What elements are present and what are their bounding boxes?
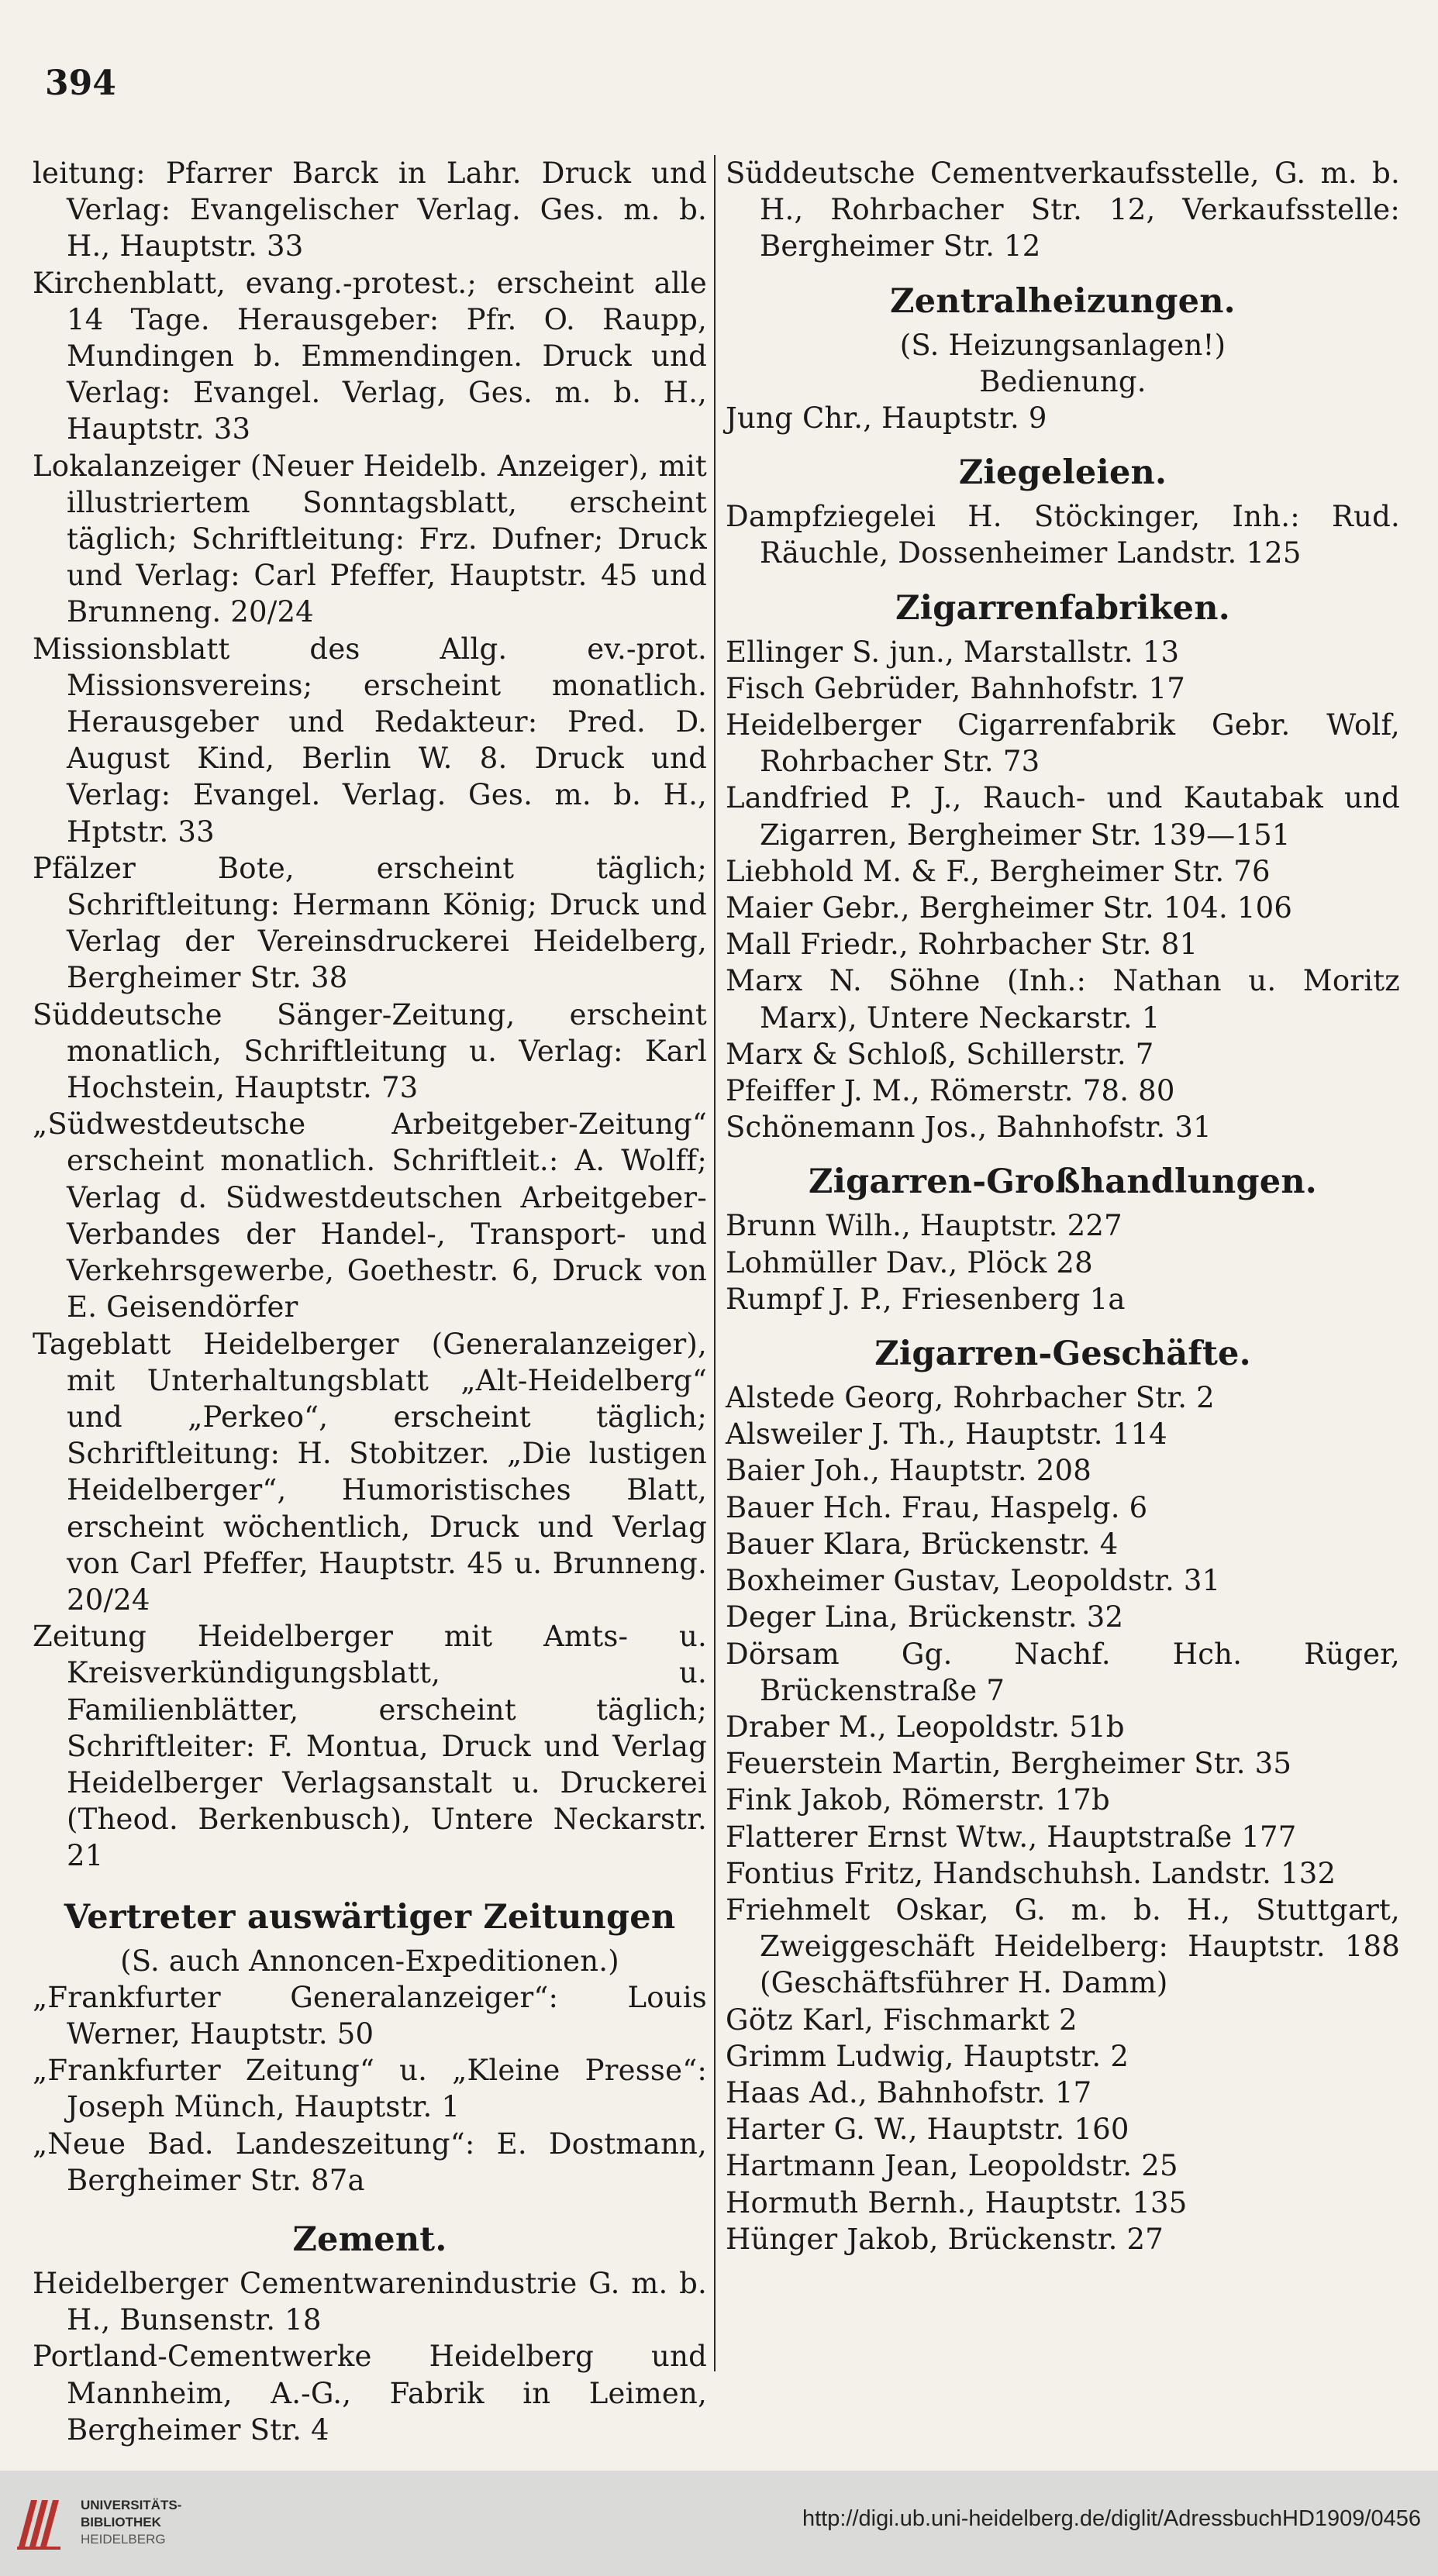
directory-entry: Missionsblatt des Allg. ev.-prot. Missionsvereins; erscheint monatlich. Herausgeber und Redakteur: Pred. D. August Kind, Berlin W. 8. Druck und Verlag: Evangel. Verlag. Ges. m. b. H., Hptstr. 33 [33, 632, 707, 849]
directory-entry: Süddeutsche Cementverkaufsstelle, G. m. b. H., Rohrbacher Str. 12, Verkaufsstelle: Bergheimer Str. 12 [726, 157, 1400, 263]
directory-entry: „Frankfurter Zeitung“ u. „Kleine Presse“: Joseph Münch, Hauptstr. 1 [33, 2054, 707, 2124]
directory-entry: Pfälzer Bote, erscheint täglich; Schriftleitung: Hermann König; Druck und Verlag der Vereinsdruckerei Heidelberg, Bergheimer Str. 38 [33, 851, 707, 995]
section-subheading: (S. auch Annoncen-Expeditionen.) [120, 1944, 619, 1978]
directory-entry: Brunn Wilh., Hauptstr. 227 [726, 1209, 1122, 1243]
directory-entry: Rumpf J. P., Friesenberg 1a [726, 1282, 1126, 1316]
directory-entry: Mall Friedr., Rohrbacher Str. 81 [726, 928, 1198, 962]
section-subheading: (S. Heizungsanlagen!) [899, 328, 1226, 362]
directory-entry: Jung Chr., Hauptstr. 9 [726, 401, 1047, 436]
library-logo-icon [14, 2492, 68, 2554]
entry-list [726, 155, 1400, 265]
section-heading-zentralheizungen: Zentralheizungen. [890, 281, 1236, 321]
section-heading-zigarren-geschaefte: Zigarren-Geschäfte. [874, 1334, 1251, 1374]
directory-entry: Flatterer Ernst Wtw., Hauptstraße 177 [726, 1820, 1297, 1854]
library-name-line: HEIDELBERG [81, 2532, 166, 2547]
directory-entry: Alstede Georg, Rohrbacher Str. 2 [726, 1381, 1215, 1415]
section-heading-vertreter: Vertreter auswärtiger Zeitungen [64, 1897, 676, 1937]
directory-entry: Marx N. Söhne (Inh.: Nathan u. Moritz Marx), Untere Neckarstr. 1 [726, 964, 1400, 1035]
source-url-link[interactable]: http://digi.ub.uni-heidelberg.de/diglit/AdressbuchHD1909/0456 [802, 2506, 1421, 2531]
directory-entry: „Südwestdeutsche Arbeitgeber-Zeitung“ erscheint monatlich. Schriftleit.: A. Wolff; Verlag d. Südwestdeutschen Arbeitgeber-Verbandes der Handel-, Transport- und Verkehrsgewerbe, Goethestr. 6, Druck von E. Geisendörfer [33, 1107, 707, 1324]
directory-entry: Haas Ad., Bahnhofstr. 17 [726, 2075, 1092, 2109]
footer-bar [0, 2471, 1438, 2576]
directory-entry: Feuerstein Martin, Bergheimer Str. 35 [726, 1747, 1292, 1781]
directory-entry: Fink Jakob, Römerstr. 17b [726, 1783, 1110, 1817]
directory-entry: Kirchenblatt, evang.-protest.; erscheint alle 14 Tage. Herausgeber: Pfr. O. Raupp, Mundingen b. Emmendingen. Druck und Verlag: Evangel. Verlag, Ges. m. b. H., Hauptstr. 33 [33, 266, 707, 446]
directory-entry: Landfried P. J., Rauch- und Kautabak und Zigarren, Bergheimer Str. 139—151 [726, 781, 1400, 852]
left-column [33, 155, 707, 2448]
directory-entry: Baier Joh., Hauptstr. 208 [726, 1454, 1091, 1488]
directory-entry: Boxheimer Gustav, Leopoldstr. 31 [726, 1564, 1221, 1598]
directory-entry: Fontius Fritz, Handschuhsh. Landstr. 132 [726, 1856, 1336, 1890]
directory-entry: Dörsam Gg. Nachf. Hch. Rüger, Brückenstraße 7 [726, 1637, 1400, 1707]
entry-list [726, 1379, 1400, 2257]
directory-entry: Ellinger S. jun., Marstallstr. 13 [726, 635, 1180, 669]
directory-entry: Liebhold M. & F., Bergheimer Str. 76 [726, 854, 1271, 888]
section-subheading: Bedienung. [979, 364, 1147, 398]
directory-entry: Marx & Schloß, Schillerstr. 7 [726, 1037, 1154, 1071]
directory-entry: Bauer Klara, Brückenstr. 4 [726, 1527, 1119, 1561]
section-heading-zigarren-grosshandlungen: Zigarren-Großhandlungen. [809, 1162, 1317, 1202]
directory-entry: Lokalanzeiger (Neuer Heidelb. Anzeiger), mit illustriertem Sonntagsblatt, erscheint täglich; Schriftleitung: Frz. Dufner; Druck und Verlag: Carl Pfeffer, Hauptstr. 45 und Brunneng. 20/24 [33, 449, 707, 629]
directory-entry: Hünger Jakob, Brückenstr. 27 [726, 2222, 1164, 2256]
entry-list [726, 498, 1400, 571]
directory-entry: Portland-Cementwerke Heidelberg und Mannheim, A.-G., Fabrik in Leimen, Bergheimer Str. 4 [33, 2340, 707, 2447]
directory-entry: Draber M., Leopoldstr. 51b [726, 1710, 1125, 1744]
directory-entry: Götz Karl, Fischmarkt 2 [726, 2003, 1078, 2037]
directory-entry: Alsweiler J. Th., Hauptstr. 114 [726, 1417, 1167, 1452]
column-divider [714, 155, 716, 2371]
directory-entry: Fisch Gebrüder, Bahnhofstr. 17 [726, 671, 1185, 705]
directory-entry: Dampfziegelei H. Stöckinger, Inh.: Rud. Räuchle, Dossenheimer Landstr. 125 [726, 500, 1400, 570]
directory-entry: Bauer Hch. Frau, Haspelg. 6 [726, 1490, 1148, 1524]
directory-entry: „Frankfurter Generalanzeiger“: Louis Werner, Hauptstr. 50 [33, 1980, 707, 2051]
entry-list [726, 634, 1400, 1146]
directory-entry: Hartmann Jean, Leopoldstr. 25 [726, 2149, 1178, 2183]
entry-list [726, 400, 1400, 436]
directory-entry: Deger Lina, Brückenstr. 32 [726, 1600, 1124, 1634]
directory-entry: Zeitung Heidelberger mit Amts- u. Kreisverkündigungsblatt, u. Familienblätter, erscheint täglich; Schriftleiter: F. Montua, Druck und Verlag Heidelberger Verlagsanstalt u. Druckerei (Theod. Berkenbusch), Untere Neckarstr. 21 [33, 1620, 707, 1873]
right-column [726, 155, 1400, 2257]
directory-entry: leitung: Pfarrer Barck in Lahr. Druck und Verlag: Evangelischer Verlag. Ges. m. b. H., Hauptstr. 33 [33, 157, 707, 263]
directory-entry: Schönemann Jos., Bahnhofstr. 31 [726, 1111, 1212, 1145]
section-heading-zigarrenfabriken: Zigarrenfabriken. [895, 588, 1230, 628]
directory-entry: Pfeiffer J. M., Römerstr. 78. 80 [726, 1074, 1175, 1108]
directory-entry: Heidelberger Cigarrenfabrik Gebr. Wolf, Rohrbacher Str. 73 [726, 708, 1400, 779]
directory-entry: Heidelberger Cementwarenindustrie G. m. b. H., Bunsenstr. 18 [33, 2266, 707, 2337]
directory-entry: Friehmelt Oskar, G. m. b. H., Stuttgart, Zweiggeschäft Heidelberg: Hauptstr. 188 (Geschäftsführer H. Damm) [726, 1892, 1400, 2000]
directory-entry: „Neue Bad. Landeszeitung“: E. Dostmann, Bergheimer Str. 87a [33, 2127, 707, 2197]
directory-entry: Lohmüller Dav., Plöck 28 [726, 1245, 1093, 1279]
entry-list [33, 1979, 707, 2199]
directory-entry: Maier Gebr., Bergheimer Str. 104. 106 [726, 891, 1293, 925]
directory-entry: Grimm Ludwig, Hauptstr. 2 [726, 2039, 1129, 2073]
section-heading-zement: Zement. [292, 2220, 447, 2259]
page-number: 394 [45, 64, 116, 103]
library-name-line: BIBLIOTHEK [81, 2515, 161, 2530]
library-name-line: UNIVERSITÄTS- [81, 2498, 182, 2512]
directory-entry: Harter G. W., Hauptstr. 160 [726, 2113, 1129, 2147]
directory-entry: Süddeutsche Sänger-Zeitung, erscheint monatlich, Schriftleitung u. Verlag: Karl Hochstein, Hauptstr. 73 [33, 997, 707, 1105]
library-name [81, 2497, 181, 2548]
entry-list [33, 155, 707, 1875]
entry-list [33, 2265, 707, 2448]
section-heading-ziegeleien: Ziegeleien. [958, 453, 1167, 493]
entry-list [726, 1207, 1400, 1317]
directory-entry: Tageblatt Heidelberger (Generalanzeiger), mit Unterhaltungsblatt „Alt-Heidelberg“ und „Perkeo“, erscheint täglich; Schriftleitung: H. Stobitzer. „Die lustigen Heidelberger“, Humoristisches Blatt, erscheint wöchentlich, Druck und Verlag von Carl Pfeffer, Hauptstr. 45 u. Brunneng. 20/24 [33, 1327, 707, 1617]
directory-entry: Hormuth Bernh., Hauptstr. 135 [726, 2185, 1188, 2220]
